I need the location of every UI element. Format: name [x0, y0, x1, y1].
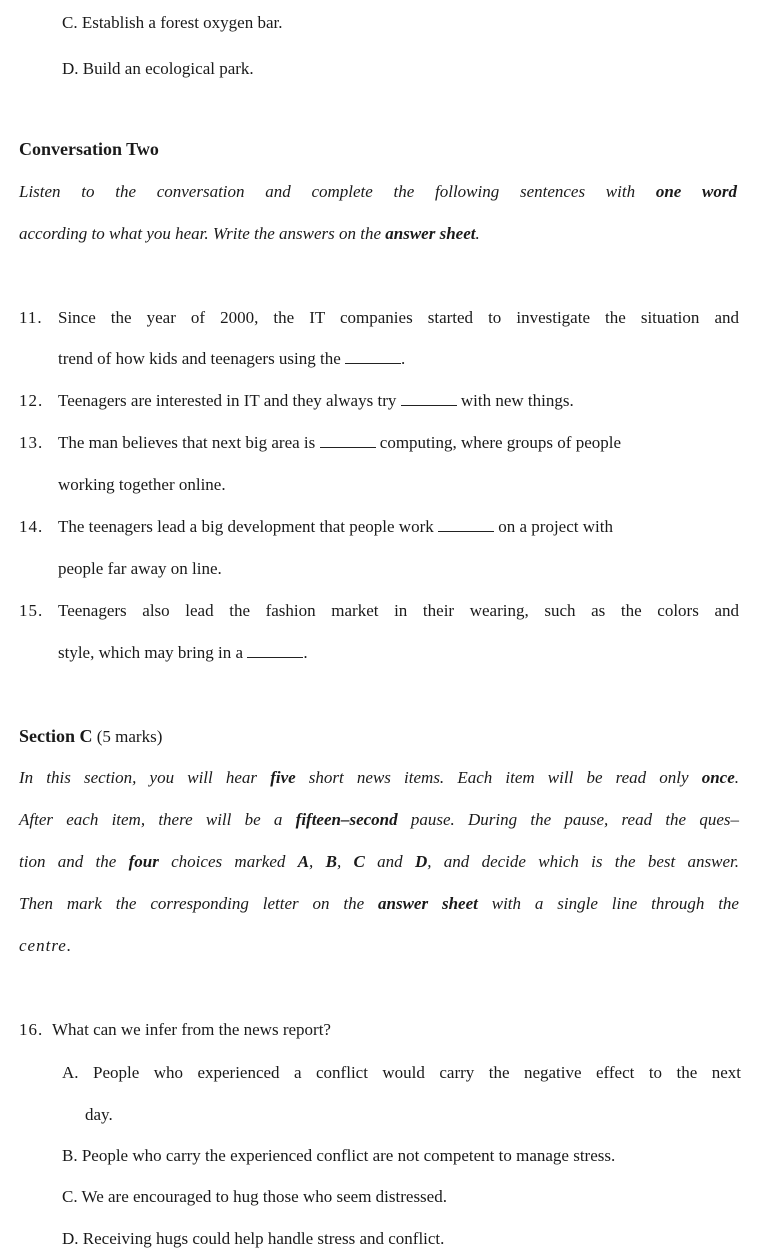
conversation-instruction-line-1	[19, 181, 737, 203]
question-16-option-a-line-1: A. People who experienced a conflict would carry the negative effect to the next	[62, 1063, 741, 1082]
q-text: .	[401, 349, 406, 368]
instr-bold-once: once	[701, 768, 735, 787]
section-c-header	[19, 725, 162, 748]
q-text: computing, where groups of people	[379, 433, 622, 452]
question-number-13: 13.	[19, 433, 44, 452]
question-number-14: 14.	[19, 517, 44, 536]
section-c-marks: (5 marks)	[96, 727, 163, 746]
section-c-instruction-line-3	[19, 851, 739, 873]
question-12-line	[58, 390, 574, 412]
q-text: Teenagers are interested in IT and they always try	[58, 391, 397, 410]
instr-text: After each item, there will be a	[19, 810, 296, 829]
section-c-instruction-line-2	[19, 809, 739, 831]
section-c-instruction-line-1	[19, 767, 739, 789]
instr-bold-one-word: one word	[655, 182, 737, 201]
question-14-line-1	[58, 516, 613, 538]
q-text: The teenagers lead a big development that people work	[58, 517, 434, 536]
q-text: on a project with	[498, 517, 613, 536]
question-13-line-1	[58, 432, 621, 454]
question-number-11: 11.	[19, 308, 43, 327]
instr-bold-d: D	[414, 852, 428, 871]
answer-blank	[401, 391, 457, 406]
instr-text: Then mark the corresponding letter on the	[19, 894, 379, 913]
q-text: The man believes that next big area is	[58, 433, 316, 452]
answer-blank	[438, 517, 494, 532]
question-13-line-2: working together online.	[58, 475, 226, 494]
question-11-line-2	[58, 348, 405, 370]
q-text: style, which may bring in a	[58, 643, 244, 662]
question-11-line-1: Since the year of 2000, the IT companies started to investigate the situation and	[58, 308, 739, 327]
conversation-two-title: Conversation Two	[19, 139, 159, 159]
instr-text: short news items. Each item will be read only	[295, 768, 702, 787]
section-c-instruction-line-4	[19, 893, 739, 915]
instr-text: tion and the	[19, 852, 129, 871]
q-text: .	[303, 643, 308, 662]
instr-text: ,	[309, 852, 326, 871]
instr-text: ,	[336, 852, 354, 871]
instr-bold-a: A	[297, 852, 310, 871]
question-15-line-2	[58, 642, 308, 664]
question-16-option-b: B. People who carry the experienced conflict are not competent to manage stress.	[62, 1146, 616, 1165]
instr-text: with a single line through the	[477, 894, 739, 913]
section-c-title: Section C	[19, 726, 93, 746]
instr-text: choices marked	[158, 852, 298, 871]
conversation-instruction-line-2	[19, 223, 480, 245]
instr-bold-c: C	[353, 852, 365, 871]
question-16-option-d: D. Receiving hugs could help handle stress and conflict.	[62, 1229, 445, 1248]
question-16-option-c: C. We are encouraged to hug those who seem distressed.	[62, 1187, 447, 1206]
instr-text: according to what you hear. Write the answers on the	[19, 224, 386, 243]
question-14-line-2: people far away on line.	[58, 559, 222, 578]
question-number-15: 15.	[19, 601, 44, 620]
question-16-option-a-line-2: day.	[85, 1105, 113, 1124]
instr-text: .	[734, 768, 740, 787]
q-text: trend of how kids and teenagers using the	[58, 349, 341, 368]
question-16-stem: What can we infer from the news report?	[52, 1020, 331, 1039]
question-15-line-1: Teenagers also lead the fashion market in their wearing, such as the colors and	[58, 601, 739, 620]
answer-blank	[320, 433, 376, 448]
option-d-text: D. Build an ecological park.	[62, 59, 254, 78]
instr-text: pause. During the pause, read the ques–	[397, 810, 739, 829]
instr-text: In this section, you will hear	[19, 768, 271, 787]
question-number-12: 12.	[19, 391, 44, 410]
instr-bold-five: five	[270, 768, 296, 787]
q-text: with new things.	[460, 391, 574, 410]
instr-text: , and decide which is the best answer.	[427, 852, 740, 871]
instr-text: .	[475, 224, 480, 243]
answer-blank	[345, 349, 401, 364]
instr-bold-answer-sheet: answer sheet	[378, 894, 478, 913]
option-c-text: C. Establish a forest oxygen bar.	[62, 13, 283, 32]
instr-text: Listen to the conversation and complete the following sentences with	[19, 182, 656, 201]
instr-bold-b: B	[325, 852, 337, 871]
answer-blank	[247, 643, 303, 658]
section-c-instruction-line-5: centre.	[19, 936, 73, 955]
instr-bold-four: four	[128, 852, 159, 871]
question-number-16: 16.	[19, 1020, 44, 1039]
instr-bold-fifteen-second: fifteen–second	[295, 810, 398, 829]
instr-text: and	[364, 852, 415, 871]
instr-bold-answer-sheet: answer sheet	[385, 224, 476, 243]
